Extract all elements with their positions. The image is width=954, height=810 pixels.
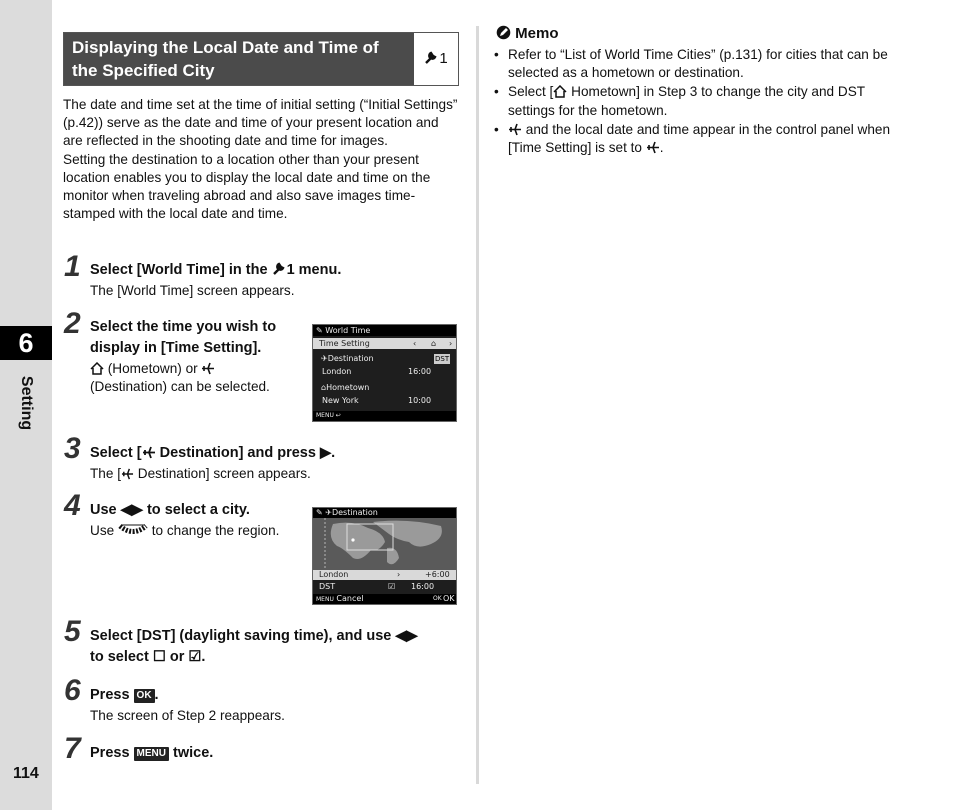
left-right-arrow-keys-icon: ◀▶ bbox=[120, 502, 143, 518]
ok-button-icon: OK bbox=[134, 689, 155, 703]
step-4-title: Use ◀▶ to select a city. bbox=[90, 502, 250, 518]
airplane-icon bbox=[142, 446, 156, 459]
map-graphic bbox=[313, 518, 456, 570]
airplane-icon: ✈ bbox=[321, 354, 328, 363]
step-4-number: 4 bbox=[64, 489, 81, 522]
step-3-number: 3 bbox=[64, 432, 81, 465]
memo-item-3: • and the local date and time appear in the control panel when [Time Setting] is set to . bbox=[496, 121, 896, 157]
airplane-icon bbox=[201, 362, 215, 375]
column-divider bbox=[476, 26, 479, 784]
checkbox-checked-icon[interactable]: ☑ bbox=[388, 582, 396, 591]
left-right-arrow-keys-icon: ◀▶ bbox=[395, 628, 418, 644]
arrow-left-icon: ‹ bbox=[413, 339, 417, 348]
intro-paragraph-1: The date and time set at the time of initial setting (“Initial Settings” (p.42)) serve as the date and time of your present location and are reflected in the shooting date and time for images. bbox=[63, 97, 458, 149]
memo-pencil-icon bbox=[496, 25, 511, 40]
memo-item-1: • Refer to “List of World Time Cities” (p.131) for cities that can be selected as a hometown or destination. bbox=[496, 46, 896, 82]
intro-paragraph-2: Setting the destination to a location other than your present location enables you to display the local date and time on the monitor when traveling abroad and also save images time-stamped with the local date and time. bbox=[63, 151, 431, 222]
heading-title: Displaying the Local Date and Time of the Specified City bbox=[64, 33, 414, 85]
step-1-body: The [World Time] screen appears. bbox=[90, 283, 295, 298]
page-number: 114 bbox=[13, 765, 39, 782]
home-icon: ⌂ bbox=[431, 339, 437, 348]
world-time-screen bbox=[312, 324, 457, 422]
hometown-label-row: ⌂Hometown bbox=[321, 383, 370, 392]
destination-screen bbox=[312, 507, 457, 605]
dial-icon bbox=[118, 523, 148, 537]
checkbox-empty-icon: ☐ bbox=[152, 649, 166, 665]
menu-button-icon: MENU bbox=[134, 747, 169, 761]
home-icon bbox=[553, 85, 567, 98]
step-3-title: Select [ Destination] and press ▶. bbox=[90, 445, 336, 461]
step-6-body: The screen of Step 2 reappears. bbox=[90, 708, 285, 723]
arrow-right-icon: › bbox=[449, 339, 453, 348]
checkbox-checked-icon: ☑ bbox=[188, 649, 202, 665]
step-2-body: (Hometown) or (Destination) can be selected. bbox=[90, 361, 270, 395]
chapter-label: Setting bbox=[18, 375, 35, 431]
step-7-title: Press MENU twice. bbox=[90, 745, 214, 761]
destination-label-row: ✈Destination DST bbox=[321, 354, 450, 363]
home-icon bbox=[90, 362, 104, 375]
city-selector-row[interactable]: London › +6:00 bbox=[313, 570, 456, 580]
time-setting-row[interactable]: Time Setting ‹ ⌂ › bbox=[313, 338, 456, 349]
arrow-right-icon: › bbox=[397, 570, 401, 579]
screen-footer: MENU ↩ bbox=[313, 411, 456, 421]
intro-text bbox=[63, 96, 459, 223]
step-3-body: The [ Destination] screen appears. bbox=[90, 466, 311, 481]
wrench-icon: ✎ bbox=[316, 326, 323, 335]
wrench-icon bbox=[424, 51, 439, 65]
step-1-title: Select [World Time] in the 1 menu. bbox=[90, 262, 342, 278]
step-2-title: Select the time you wish to display in [Time Setting]. bbox=[90, 319, 277, 356]
step-6-number: 6 bbox=[64, 674, 81, 707]
step-4-body: Use to change the region. bbox=[90, 523, 280, 538]
section-heading bbox=[63, 32, 459, 86]
world-map[interactable] bbox=[313, 518, 456, 570]
screen-title-bar: ✎ ✈Destination bbox=[313, 508, 456, 518]
airplane-icon bbox=[508, 123, 522, 136]
step-7-number: 7 bbox=[64, 732, 81, 765]
screen-title-bar: ✎ World Time bbox=[313, 325, 456, 336]
destination-city-row: London 16:00 bbox=[322, 367, 432, 376]
wrench-icon bbox=[272, 262, 287, 276]
right-arrow-key-icon: ▶ bbox=[319, 445, 332, 461]
chapter-number: 6 bbox=[0, 326, 52, 360]
dst-row[interactable]: DST ☑ 16:00 bbox=[319, 582, 435, 591]
wrench-icon: ✎ bbox=[316, 508, 323, 517]
home-icon: ⌂ bbox=[321, 383, 327, 392]
dst-badge: DST bbox=[435, 355, 450, 363]
airplane-icon bbox=[646, 141, 660, 154]
step-5-title: Select [DST] (daylight saving time), and use ◀▶ to select ☐ or ☑. bbox=[90, 628, 418, 665]
step-2-number: 2 bbox=[64, 307, 81, 340]
airplane-icon bbox=[121, 468, 134, 480]
airplane-icon: ✈ bbox=[325, 508, 332, 517]
step-6-title: Press OK . bbox=[90, 687, 159, 703]
heading-menu-tag: 1 bbox=[414, 33, 458, 85]
memo-item-2: • Select [ Hometown] in Step 3 to change the city and DST settings for the hometown. bbox=[496, 83, 896, 119]
hometown-city-row: New York 10:00 bbox=[322, 396, 432, 405]
step-1-number: 1 bbox=[64, 250, 81, 283]
screen-footer: MENU Cancel OK OK bbox=[313, 594, 456, 604]
step-5-number: 5 bbox=[64, 615, 81, 648]
back-icon: ↩ bbox=[335, 412, 341, 419]
memo-list bbox=[496, 46, 896, 158]
memo-title: Memo bbox=[496, 25, 559, 42]
